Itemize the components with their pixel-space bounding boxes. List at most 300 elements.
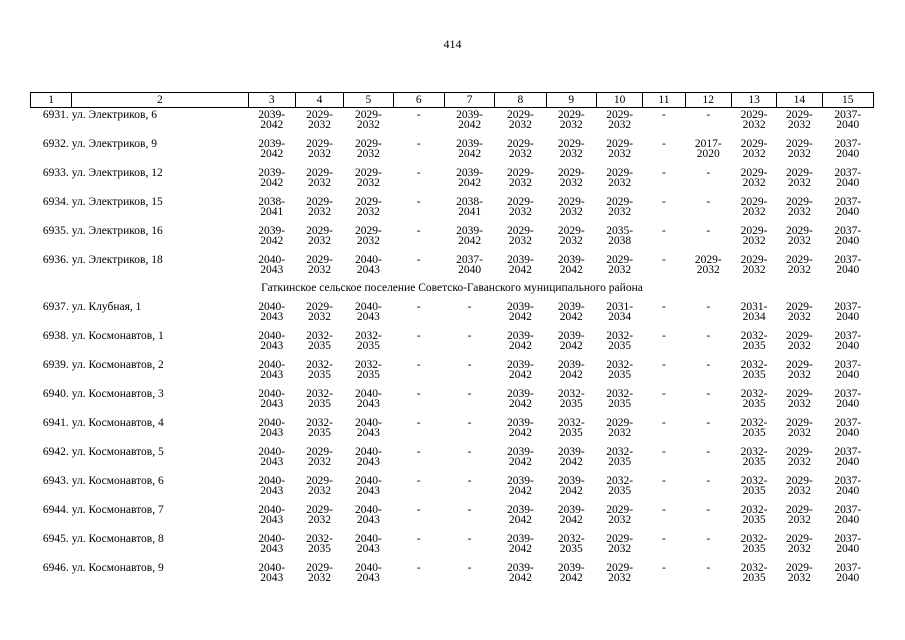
period-cell-line: 2040- bbox=[258, 475, 286, 487]
period-cell-col-11 bbox=[643, 329, 685, 358]
period-cell-line: 2032 bbox=[742, 148, 766, 160]
period-cell-line: 2032 bbox=[608, 427, 632, 439]
period-cell-line: - bbox=[706, 417, 711, 429]
period-cell-col-12 bbox=[685, 532, 731, 561]
period-cell-line: 2037- bbox=[834, 225, 862, 237]
period-cell-col-6 bbox=[393, 224, 444, 253]
period-cell-line: 2020 bbox=[696, 148, 720, 160]
column-header-4: 4 bbox=[295, 93, 343, 108]
column-header-2: 2 bbox=[72, 93, 248, 108]
table-body bbox=[31, 108, 874, 591]
period-cell-line: 2037- bbox=[834, 254, 862, 266]
column-header-1: 1 bbox=[31, 93, 72, 108]
period-cell-col-4 bbox=[295, 195, 343, 224]
period-cell-line: 2032 bbox=[787, 514, 811, 526]
period-cell-line: 2032 bbox=[356, 148, 380, 160]
period-cell-col-12 bbox=[685, 387, 731, 416]
period-cell-line: - bbox=[662, 301, 666, 313]
address: ул. Электриков, 9 bbox=[71, 138, 157, 150]
period-cell-line: 2039- bbox=[507, 254, 534, 266]
period-cell-col-15 bbox=[822, 532, 873, 561]
period-cell-col-14 bbox=[777, 387, 822, 416]
table-row bbox=[31, 445, 874, 474]
period-cell-col-10 bbox=[596, 300, 642, 329]
period-cell-line: - bbox=[416, 359, 421, 371]
address: ул. Клубная, 1 bbox=[71, 301, 142, 313]
period-cell-line: 2035 bbox=[608, 398, 632, 410]
address: ул. Космонавтов, 2 bbox=[71, 359, 164, 371]
period-cell-col-3 bbox=[248, 561, 295, 590]
period-cell-col-3 bbox=[248, 358, 295, 387]
period-cell-line: 2029- bbox=[740, 254, 768, 266]
period-cell-line: - bbox=[662, 562, 666, 574]
period-cell-col-14 bbox=[777, 253, 822, 282]
period-cell-col-13 bbox=[731, 503, 776, 532]
period-cell-col-13 bbox=[731, 387, 776, 416]
period-cell-col-10 bbox=[596, 358, 642, 387]
period-cell-line: 2032 bbox=[608, 264, 632, 276]
period-cell-line: 2037- bbox=[834, 330, 862, 342]
period-cell-line: 2042 bbox=[559, 264, 583, 276]
row-number: 6938. bbox=[42, 330, 69, 342]
period-cell-line: 2032 bbox=[608, 514, 632, 526]
period-cell-col-14 bbox=[777, 474, 822, 503]
address: ул. Космонавтов, 5 bbox=[71, 446, 164, 458]
column-header-6: 6 bbox=[393, 93, 444, 108]
period-cell-line: 2034 bbox=[742, 311, 766, 323]
period-cell-line: 2035- bbox=[606, 225, 634, 237]
period-cell-line: 2032- bbox=[740, 359, 768, 371]
period-cell-line: 2039- bbox=[456, 225, 483, 237]
period-cell-line: 2029- bbox=[785, 196, 813, 208]
period-cell-line: 2029- bbox=[785, 504, 813, 516]
period-cell-line: 2040- bbox=[354, 446, 382, 458]
column-header-12: 12 bbox=[685, 93, 731, 108]
period-cell-line: 2029- bbox=[507, 138, 534, 150]
period-cell-line: 2035 bbox=[608, 369, 632, 381]
period-cell-col-8 bbox=[495, 224, 546, 253]
period-cell-col-14 bbox=[777, 532, 822, 561]
period-cell-line: 2032 bbox=[742, 206, 766, 218]
period-cell-line: 2043 bbox=[260, 398, 284, 410]
period-cell-line: 2039- bbox=[557, 446, 585, 458]
period-cell-line: 2032 bbox=[308, 485, 332, 497]
period-cell-line: 2042 bbox=[508, 369, 532, 381]
period-cell-col-6 bbox=[393, 253, 444, 282]
column-header-11: 11 bbox=[643, 93, 685, 108]
period-cell-col-11 bbox=[643, 137, 685, 166]
period-cell-line: 2029- bbox=[507, 167, 534, 179]
period-cell-col-6 bbox=[393, 445, 444, 474]
period-cell-line: 2042 bbox=[508, 398, 532, 410]
period-cell-line: - bbox=[706, 167, 711, 179]
period-cell-line: 2041 bbox=[260, 206, 284, 218]
period-cell-line: 2043 bbox=[356, 398, 380, 410]
period-cell-line: 2038- bbox=[258, 196, 286, 208]
period-cell-col-15 bbox=[822, 166, 873, 195]
period-cell-line: - bbox=[416, 167, 421, 179]
period-cell-line: 2029- bbox=[306, 475, 333, 487]
period-cell-line: 2029- bbox=[306, 109, 333, 121]
period-cell-line: 2032 bbox=[308, 119, 332, 131]
period-cell-line: 2031- bbox=[606, 301, 634, 313]
period-cell-line: 2032 bbox=[787, 456, 811, 468]
period-cell-line: 2040 bbox=[836, 369, 860, 381]
period-cell-col-5 bbox=[344, 445, 393, 474]
period-cell-col-7 bbox=[444, 195, 494, 224]
table-row bbox=[31, 166, 874, 195]
period-cell-line: 2039- bbox=[258, 138, 286, 150]
period-cell-col-8 bbox=[495, 474, 546, 503]
page-number: 414 bbox=[443, 37, 462, 51]
period-cell-line: 2029- bbox=[507, 225, 534, 237]
period-cell-line: 2040 bbox=[836, 456, 860, 468]
period-cell-col-15 bbox=[822, 300, 873, 329]
period-cell-col-4 bbox=[295, 474, 343, 503]
period-cell-line: 2041 bbox=[458, 206, 482, 218]
period-cell-line: 2042 bbox=[260, 177, 284, 189]
period-cell-col-5 bbox=[344, 532, 393, 561]
period-cell-col-3 bbox=[248, 166, 295, 195]
period-cell-col-11 bbox=[643, 358, 685, 387]
table-row bbox=[31, 387, 874, 416]
period-cell-line: 2043 bbox=[356, 311, 380, 323]
period-cell-col-12 bbox=[685, 445, 731, 474]
period-cell-line: 2032 bbox=[508, 148, 532, 160]
period-cell-col-5 bbox=[344, 195, 393, 224]
period-cell-line: 2037- bbox=[834, 562, 862, 574]
period-cell-col-7 bbox=[444, 416, 494, 445]
period-cell-line: 2040 bbox=[836, 514, 860, 526]
period-cell-col-4 bbox=[295, 532, 343, 561]
period-cell-line: 2040 bbox=[836, 427, 860, 439]
period-cell-line: 2040- bbox=[354, 388, 382, 400]
period-cell-col-13 bbox=[731, 166, 776, 195]
period-cell-line: 2039- bbox=[507, 301, 534, 313]
table-row bbox=[31, 503, 874, 532]
period-cell-line: 2037- bbox=[834, 359, 862, 371]
period-cell-line: 2029- bbox=[354, 109, 382, 121]
period-cell-col-5 bbox=[344, 300, 393, 329]
period-cell-line: 2039- bbox=[456, 138, 483, 150]
period-cell-line: 2040 bbox=[836, 148, 860, 160]
period-cell-line: 2037- bbox=[834, 388, 862, 400]
row-number: 6945. bbox=[42, 533, 69, 545]
column-header-15: 15 bbox=[822, 93, 873, 108]
period-cell-col-13 bbox=[731, 195, 776, 224]
period-cell-col-13 bbox=[731, 329, 776, 358]
period-cell-line: - bbox=[467, 388, 472, 400]
period-cell-line: - bbox=[662, 446, 666, 458]
period-cell-col-12 bbox=[685, 108, 731, 138]
period-cell-line: 2040- bbox=[354, 504, 382, 516]
period-cell-line: 2040 bbox=[836, 543, 860, 555]
period-cell-line: 2032 bbox=[508, 235, 532, 247]
period-cell-line: 2037- bbox=[834, 504, 862, 516]
period-cell-line: 2043 bbox=[260, 369, 284, 381]
period-cell-col-4 bbox=[295, 300, 343, 329]
period-cell-col-15 bbox=[822, 329, 873, 358]
row-number: 6946. bbox=[42, 562, 69, 574]
period-cell-col-13 bbox=[731, 253, 776, 282]
period-cell-col-6 bbox=[393, 137, 444, 166]
period-cell-col-3 bbox=[248, 329, 295, 358]
period-cell-col-13 bbox=[731, 532, 776, 561]
period-cell-col-5 bbox=[344, 474, 393, 503]
period-cell-line: 2029- bbox=[694, 254, 722, 266]
column-header-7: 7 bbox=[444, 93, 494, 108]
period-cell-line: 2039- bbox=[507, 562, 534, 574]
row-number: 6941. bbox=[42, 417, 69, 429]
period-cell-line: 2037- bbox=[834, 533, 862, 545]
period-cell-line: - bbox=[467, 301, 472, 313]
period-cell-col-13 bbox=[731, 358, 776, 387]
period-cell-col-10 bbox=[596, 503, 642, 532]
period-cell-col-12 bbox=[685, 474, 731, 503]
period-cell-line: 2037- bbox=[834, 475, 862, 487]
period-cell-col-5 bbox=[344, 358, 393, 387]
period-cell-line: 2039- bbox=[456, 109, 483, 121]
period-cell-col-9 bbox=[546, 474, 596, 503]
period-cell-line: 2035 bbox=[742, 514, 766, 526]
table-row bbox=[31, 358, 874, 387]
period-cell-line: - bbox=[706, 330, 711, 342]
address: ул. Электриков, 6 bbox=[71, 109, 157, 121]
period-cell-line: 2043 bbox=[260, 311, 284, 323]
period-cell-line: 2035 bbox=[559, 398, 583, 410]
row-number: 6936. bbox=[42, 254, 69, 266]
period-cell-line: 2042 bbox=[559, 456, 583, 468]
period-cell-line: 2042 bbox=[508, 456, 532, 468]
period-cell-line: 2032 bbox=[787, 206, 811, 218]
period-cell-line: 2029- bbox=[785, 167, 813, 179]
period-cell-line: 2032 bbox=[356, 235, 380, 247]
period-cell-col-15 bbox=[822, 387, 873, 416]
period-cell-line: 2035 bbox=[742, 572, 766, 584]
period-cell-col-13 bbox=[731, 445, 776, 474]
period-cell-line: - bbox=[416, 196, 421, 208]
period-cell-line: 2029- bbox=[507, 109, 534, 121]
period-cell-col-4 bbox=[295, 416, 343, 445]
period-cell-line: 2042 bbox=[508, 427, 532, 439]
period-cell-line: 2039- bbox=[557, 330, 585, 342]
period-cell-col-9 bbox=[546, 137, 596, 166]
period-cell-line: 2032 bbox=[608, 543, 632, 555]
period-cell-line: 2040 bbox=[836, 177, 860, 189]
period-cell-col-9 bbox=[546, 108, 596, 138]
period-cell-line: - bbox=[467, 359, 472, 371]
period-cell-col-3 bbox=[248, 474, 295, 503]
period-cell-line: 2032- bbox=[354, 330, 382, 342]
period-cell-line: 2032- bbox=[740, 504, 768, 516]
period-cell-line: 2035 bbox=[308, 398, 332, 410]
period-cell-line: 2032- bbox=[557, 417, 585, 429]
period-cell-line: 2035 bbox=[742, 398, 766, 410]
period-cell-line: 2032- bbox=[606, 388, 634, 400]
period-cell-line: 2043 bbox=[356, 264, 380, 276]
period-cell-line: 2043 bbox=[356, 543, 380, 555]
period-cell-line: 2039- bbox=[557, 301, 585, 313]
period-cell-line: - bbox=[662, 330, 666, 342]
period-cell-line: 2032 bbox=[608, 148, 632, 160]
period-cell-line: 2039- bbox=[456, 167, 483, 179]
period-cell-line: 2043 bbox=[260, 485, 284, 497]
column-header-13: 13 bbox=[731, 93, 776, 108]
period-cell-line: - bbox=[706, 533, 711, 545]
period-cell-col-11 bbox=[643, 224, 685, 253]
period-cell-line: 2032 bbox=[787, 340, 811, 352]
period-cell-line: - bbox=[706, 301, 711, 313]
period-cell-line: - bbox=[662, 359, 666, 371]
period-cell-col-8 bbox=[495, 387, 546, 416]
period-cell-line: 2032 bbox=[508, 206, 532, 218]
period-cell-col-12 bbox=[685, 195, 731, 224]
period-cell-line: 2035 bbox=[742, 369, 766, 381]
period-cell-line: 2029- bbox=[740, 109, 768, 121]
period-cell-line: 2032 bbox=[308, 177, 332, 189]
period-cell-line: 2043 bbox=[356, 514, 380, 526]
period-cell-line: 2042 bbox=[458, 119, 482, 131]
period-cell-col-10 bbox=[596, 166, 642, 195]
period-cell-col-9 bbox=[546, 532, 596, 561]
period-cell-line: 2029- bbox=[606, 196, 634, 208]
period-cell-col-10 bbox=[596, 445, 642, 474]
period-cell-col-15 bbox=[822, 561, 873, 590]
period-cell-line: 2035 bbox=[308, 369, 332, 381]
period-cell-col-8 bbox=[495, 195, 546, 224]
period-cell-line: 2040- bbox=[258, 562, 286, 574]
period-cell-line: 2035 bbox=[608, 485, 632, 497]
period-cell-line: 2029- bbox=[785, 301, 813, 313]
period-cell-line: 2029- bbox=[740, 138, 768, 150]
period-cell-line: 2042 bbox=[260, 148, 284, 160]
period-cell-col-10 bbox=[596, 108, 642, 138]
period-cell-line: - bbox=[662, 504, 666, 516]
row-number: 6940. bbox=[42, 388, 69, 400]
period-cell-col-7 bbox=[444, 561, 494, 590]
period-cell-line: 2029- bbox=[507, 196, 534, 208]
period-cell-line: 2032- bbox=[740, 446, 768, 458]
period-cell-line: 2035 bbox=[742, 456, 766, 468]
period-cell-col-6 bbox=[393, 300, 444, 329]
period-cell-col-9 bbox=[546, 445, 596, 474]
address: ул. Электриков, 15 bbox=[71, 196, 163, 208]
period-cell-line: 2043 bbox=[260, 427, 284, 439]
period-cell-line: 2039- bbox=[258, 225, 286, 237]
address: ул. Космонавтов, 6 bbox=[71, 475, 164, 487]
period-cell-col-12 bbox=[685, 416, 731, 445]
period-cell-line: 2029- bbox=[354, 138, 382, 150]
period-cell-line: 2037- bbox=[834, 138, 862, 150]
period-cell-col-10 bbox=[596, 329, 642, 358]
period-cell-line: 2035 bbox=[608, 456, 632, 468]
period-cell-col-14 bbox=[777, 166, 822, 195]
period-cell-line: 2035 bbox=[742, 485, 766, 497]
period-cell-col-15 bbox=[822, 474, 873, 503]
period-cell-col-15 bbox=[822, 416, 873, 445]
period-cell-line: 2040- bbox=[354, 533, 382, 545]
period-cell-col-9 bbox=[546, 503, 596, 532]
period-cell-col-13 bbox=[731, 474, 776, 503]
period-cell-line: 2029- bbox=[740, 196, 768, 208]
period-cell-line: 2040- bbox=[258, 504, 286, 516]
period-cell-line: 2032- bbox=[740, 475, 768, 487]
period-cell-line: 2029- bbox=[306, 301, 333, 313]
period-cell-col-12 bbox=[685, 253, 731, 282]
period-cell-line: 2039- bbox=[507, 388, 534, 400]
period-cell-line: 2032 bbox=[508, 177, 532, 189]
period-cell-line: 2042 bbox=[260, 235, 284, 247]
period-cell-line: 2029- bbox=[606, 138, 634, 150]
period-cell-line: 2032- bbox=[306, 330, 333, 342]
period-cell-line: 2039- bbox=[507, 417, 534, 429]
period-cell-line: - bbox=[706, 504, 711, 516]
row-number: 6944. bbox=[42, 504, 69, 516]
period-cell-line: 2042 bbox=[508, 311, 532, 323]
period-cell-line: 2042 bbox=[508, 543, 532, 555]
period-cell-col-7 bbox=[444, 387, 494, 416]
period-cell-line: 2032- bbox=[740, 533, 768, 545]
period-cell-line: 2032- bbox=[740, 388, 768, 400]
period-cell-line: 2029- bbox=[606, 109, 634, 121]
period-cell-line: 2040- bbox=[258, 359, 286, 371]
period-cell-col-4 bbox=[295, 329, 343, 358]
period-cell-line: - bbox=[416, 446, 421, 458]
row-number: 6934. bbox=[42, 196, 69, 208]
period-cell-line: 2032 bbox=[608, 177, 632, 189]
period-cell-col-6 bbox=[393, 108, 444, 138]
period-cell-col-11 bbox=[643, 561, 685, 590]
period-cell-line: - bbox=[662, 254, 666, 266]
period-cell-col-14 bbox=[777, 503, 822, 532]
row-number: 6931. bbox=[42, 109, 69, 121]
period-cell-col-11 bbox=[643, 445, 685, 474]
address: ул. Космонавтов, 7 bbox=[71, 504, 164, 516]
period-cell-line: 2039- bbox=[557, 359, 585, 371]
period-cell-line: 2032- bbox=[306, 359, 333, 371]
address: ул. Электриков, 16 bbox=[71, 225, 163, 237]
period-cell-col-4 bbox=[295, 253, 343, 282]
period-cell-line: - bbox=[662, 109, 666, 121]
row-number: 6942. bbox=[42, 446, 69, 458]
period-cell-line: 2029- bbox=[785, 330, 813, 342]
period-cell-line: 2040 bbox=[836, 311, 860, 323]
period-cell-col-7 bbox=[444, 474, 494, 503]
period-cell-line: 2029- bbox=[557, 109, 585, 121]
column-header-8: 8 bbox=[495, 93, 546, 108]
period-cell-line: 2032- bbox=[606, 475, 634, 487]
period-cell-col-9 bbox=[546, 253, 596, 282]
period-cell-col-6 bbox=[393, 358, 444, 387]
period-cell-col-8 bbox=[495, 137, 546, 166]
period-cell-col-8 bbox=[495, 358, 546, 387]
period-cell-line: - bbox=[467, 475, 472, 487]
period-cell-col-11 bbox=[643, 195, 685, 224]
period-cell-line: 2032 bbox=[787, 543, 811, 555]
row-number: 6933. bbox=[42, 167, 69, 179]
period-cell-line: 2032 bbox=[787, 572, 811, 584]
period-cell-line: 2032 bbox=[742, 177, 766, 189]
period-cell-col-5 bbox=[344, 416, 393, 445]
period-cell-line: 2032 bbox=[559, 148, 583, 160]
repair-schedule-table bbox=[30, 92, 874, 590]
period-cell-line: 2032- bbox=[557, 388, 585, 400]
period-cell-line: 2029- bbox=[785, 225, 813, 237]
period-cell-line: 2032 bbox=[696, 264, 720, 276]
row-number: 6935. bbox=[42, 225, 69, 237]
period-cell-line: 2039- bbox=[258, 109, 286, 121]
period-cell-col-9 bbox=[546, 224, 596, 253]
